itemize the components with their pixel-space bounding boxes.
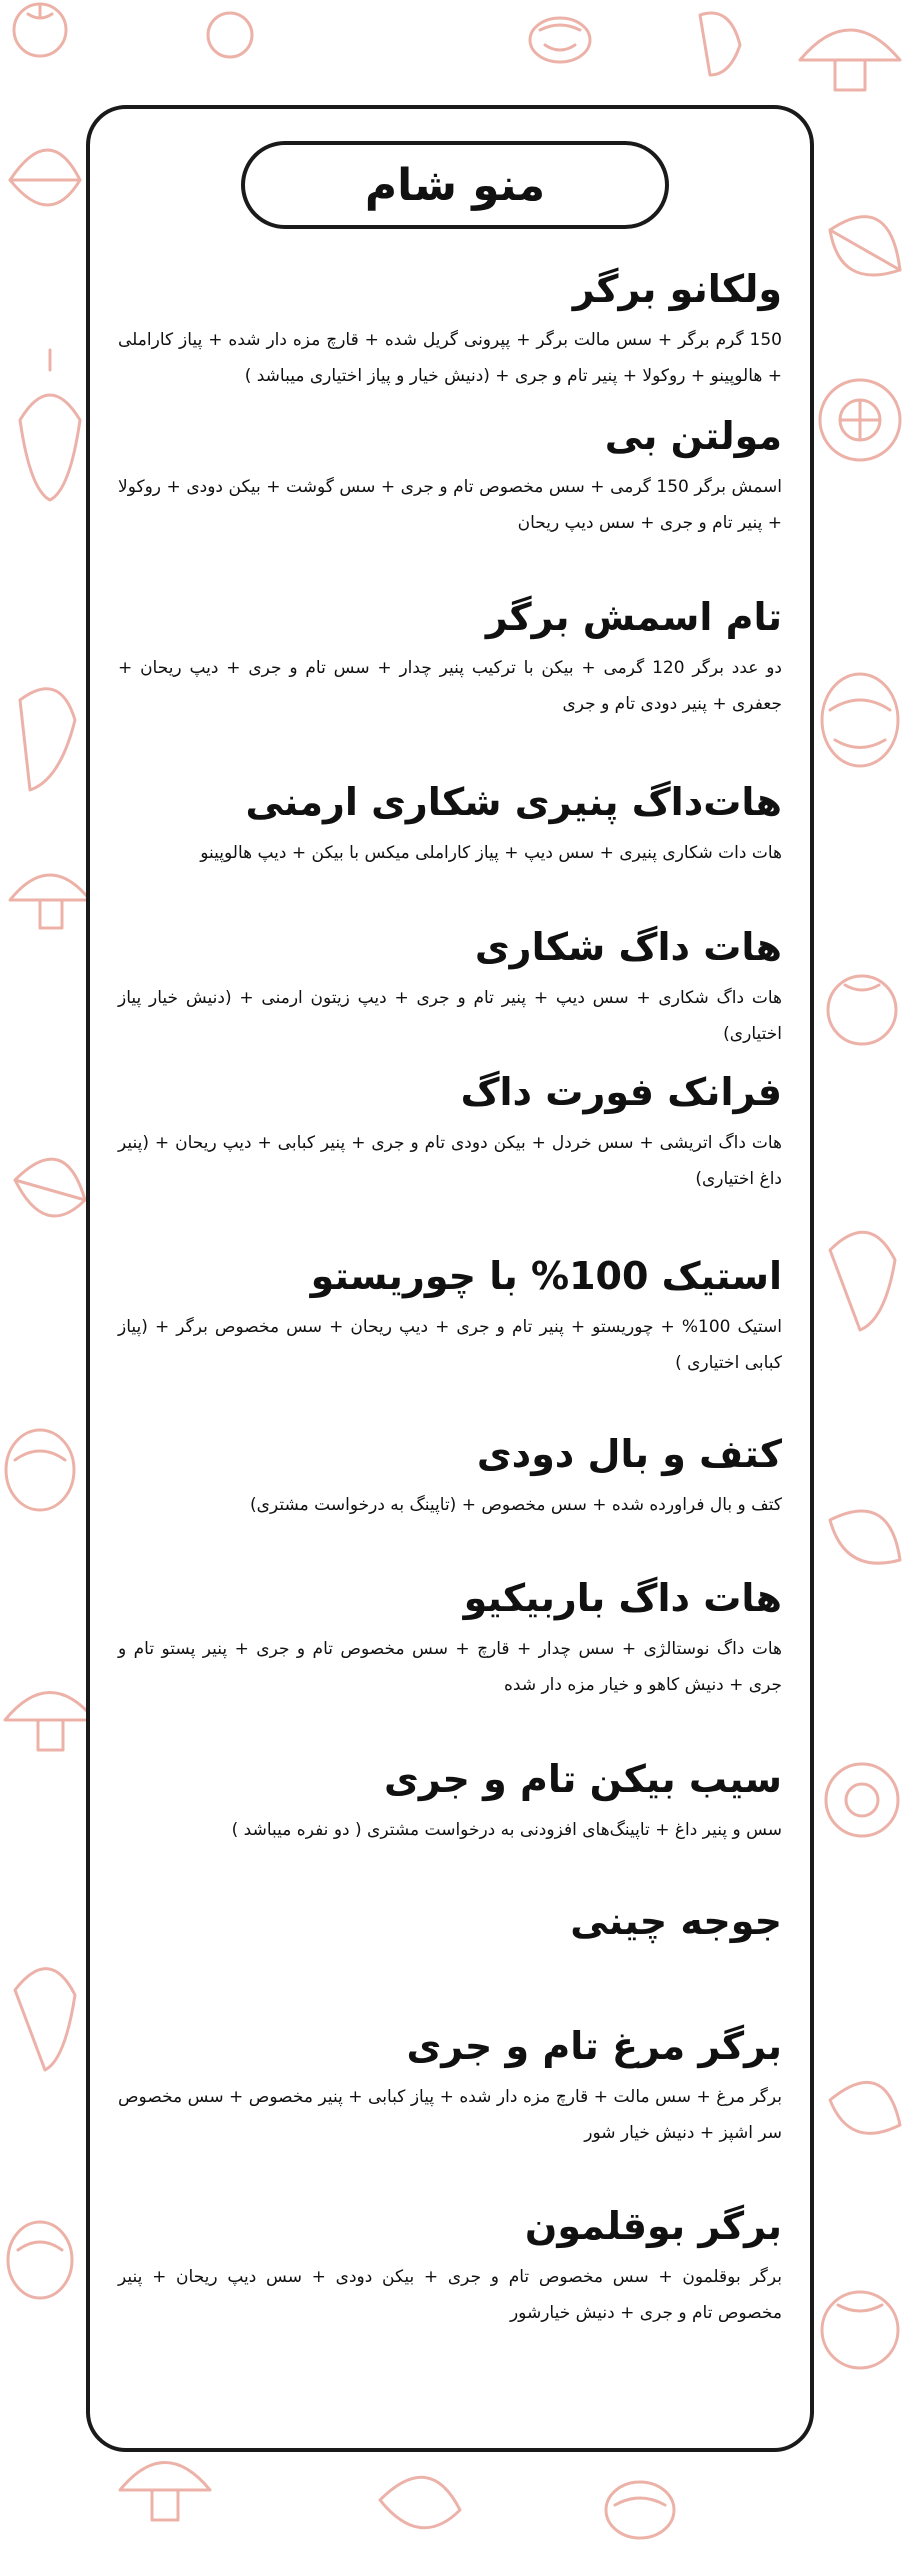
pepper-icon <box>830 1232 895 1330</box>
tomato-icon <box>208 13 252 57</box>
page-title: منو شام <box>241 141 669 229</box>
tomato-icon <box>14 4 66 56</box>
menu-item <box>118 777 782 871</box>
item-description: استیک 100% + چوریستو + پنیر تام و جری + دیپ ریحان + سس مخصوص برگر + (پیاز کبابی اختیاری ) <box>118 1317 782 1373</box>
item-name: تام اسمش برگر <box>485 595 782 639</box>
item-name: هات داگ شکاری <box>474 925 782 969</box>
onion-icon <box>530 18 590 62</box>
onion-icon <box>8 2222 72 2298</box>
menu-item <box>118 1251 782 1381</box>
menu-item <box>118 2201 782 2331</box>
item-description: اسمش برگر 150 گرمی + سس مخصوص تام و جری + سس گوشت + بیکن دودی + روکولا + پنیر تام و جری + سس دیپ ریحان <box>118 477 782 533</box>
item-description: هات دات شکاری پنیری + سس دیپ + پیاز کاراملی میکس با بیکن + دیپ هالوپینو <box>200 843 782 863</box>
menu-item <box>118 1573 782 1703</box>
menu-item <box>118 922 782 1052</box>
item-name: سیب بیکن تام و جری <box>384 1757 782 1801</box>
mushroom-icon <box>120 2463 210 2521</box>
mushroom-icon <box>800 30 900 90</box>
item-description: هات داگ اتریشی + سس خردل + بیکن دودی تام و جری + پنیر کبابی + دیپ ریحان + (پنیر داغ اختیاری) <box>118 1133 782 1189</box>
menu-item <box>118 1429 782 1523</box>
item-name: برگر مرغ تام و جری <box>406 2024 782 2068</box>
mushroom-icon <box>10 875 90 928</box>
item-name: استیک 100% با چوریستو <box>310 1254 782 1298</box>
leaf-icon <box>10 150 80 205</box>
pepper-icon <box>20 689 75 790</box>
leaf-icon <box>15 1159 85 1216</box>
item-name: هات‌داگ پنیری شکاری ارمنی <box>245 780 782 824</box>
leaf-icon <box>830 217 900 275</box>
onion-icon <box>6 1430 74 1510</box>
item-name: جوجه چینی <box>570 1899 782 1943</box>
item-description: سس و پنیر داغ + تاپینگ‌های افزودنی به درخواست مشتری ( دو نفره میباشد ) <box>231 1820 782 1840</box>
menu-item <box>118 264 782 394</box>
item-description: هات داگ نوستالژی + سس چدار + قارچ + سس مخصوص تام و جری + پنیر پستو تام و جری + دنیش کاهو و خیار مزه دار شده <box>118 1639 782 1695</box>
onion-icon <box>606 2482 674 2538</box>
item-description: کتف و بال فراورده شده + سس مخصوص + (تاپینگ به درخواست مشتری) <box>250 1495 782 1515</box>
tomato-icon <box>826 1764 898 1836</box>
item-name: هات داگ باربیکیو <box>463 1576 782 1620</box>
item-name: ولکانو برگر <box>572 267 782 311</box>
item-description: برگر بوقلمون + سس مخصوص تام و جری + بیکن دودی + سس دیپ ریحان + پنیر مخصوص تام و جری + دنیش خیارشور <box>118 2267 782 2323</box>
item-description: برگر مرغ + سس مالت + قارچ مزه دار شده + پیاز کبابی + پنیر مخصوص + سس مخصوص سر اشپز + دنیش خیار شور <box>118 2087 782 2143</box>
menu-card <box>86 105 814 2452</box>
tomato-icon <box>828 976 896 1044</box>
pepper-icon <box>20 350 80 500</box>
menu-item <box>118 1067 782 1197</box>
onion-icon <box>822 674 898 766</box>
pepper-icon <box>700 13 740 75</box>
item-description: 150 گرم برگر + سس مالت برگر + پپرونی گریل شده + قارچ مزه دار شده + پیاز کاراملی + هالوپینو + روکولا + پنیر تام و جری + (دنیش خیار و پیاز اختیاری میباشد ) <box>118 330 782 386</box>
leaf-icon <box>380 2477 460 2528</box>
tomato-icon <box>820 380 900 460</box>
item-name: فرانک فورت داگ <box>460 1070 782 1114</box>
item-description: دو عدد برگر 120 گرمی + بیکن با ترکیب پنیر چدار + سس تام و جری + دیپ ریحان + جعفری + پنیر دودی تام و جری <box>118 658 782 714</box>
item-name: برگر بوقلمون <box>524 2204 782 2248</box>
mushroom-icon <box>5 1693 95 1751</box>
menu-item <box>118 1754 782 1848</box>
leaf-icon <box>830 2082 900 2133</box>
menu-item <box>118 411 782 541</box>
leaf-icon <box>830 1511 900 1563</box>
pepper-icon <box>15 1969 75 2070</box>
menu-item <box>118 1896 782 1946</box>
item-name: کتف و بال دودی <box>476 1432 782 1476</box>
menu-item <box>118 2021 782 2151</box>
item-name: مولتن بی <box>604 414 782 458</box>
menu-item <box>118 592 782 722</box>
item-description: هات داگ شکاری + سس دیپ + پنیر تام و جری + دیپ زیتون ارمنی + (دنیش خیار پیاز اختیاری) <box>118 988 782 1044</box>
tomato-icon <box>822 2292 898 2368</box>
